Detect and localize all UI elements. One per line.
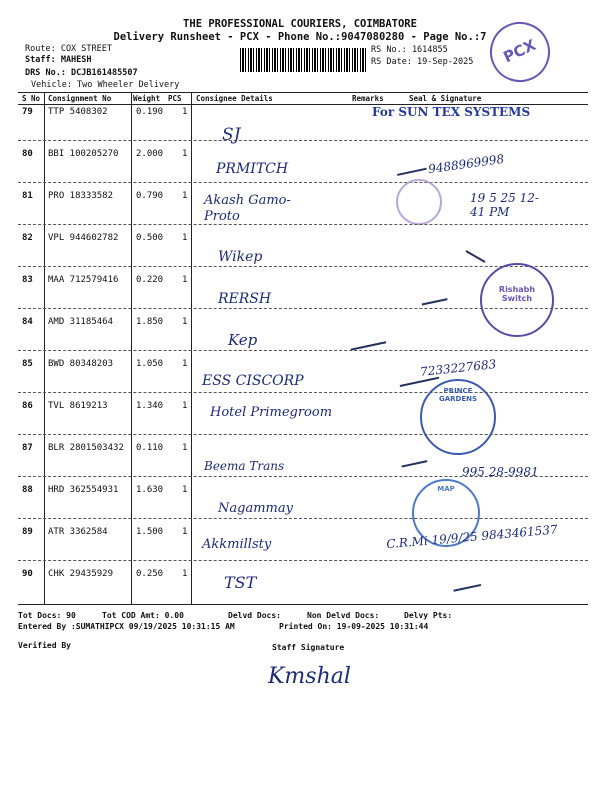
row-weight: 0.190	[136, 107, 164, 117]
table-row	[0, 443, 600, 485]
row-consignment: TTP 5408302	[48, 107, 108, 117]
staff-signature-label: Staff Signature	[272, 643, 345, 652]
row-sno: 81	[22, 191, 33, 201]
row-separator	[18, 308, 588, 309]
remark-handwriting: 19 5 25 12-41 PM	[470, 191, 539, 219]
row-consignment: HRD 362554931	[48, 485, 119, 495]
row-weight: 1.850	[136, 317, 164, 327]
table-row	[0, 107, 600, 149]
row-consignment: VPL 944602782	[48, 233, 119, 243]
row-pcs: 1	[182, 317, 188, 327]
row-sno: 80	[22, 149, 33, 159]
row-pcs: 1	[182, 527, 188, 537]
row-separator	[18, 140, 588, 141]
barcode	[240, 48, 368, 72]
runsheet-title: Delivery Runsheet - PCX - Phone No.:9047080280 - Page No.:7	[113, 31, 487, 43]
route-label: Route: COX STREET	[25, 44, 112, 54]
row-sno: 79	[22, 107, 33, 117]
row-sno: 88	[22, 485, 33, 495]
row-pcs: 1	[182, 359, 188, 369]
consignee-handwriting: PRMITCH	[216, 161, 289, 177]
remark-handwriting: 995 28-9981	[462, 465, 539, 479]
table-row	[0, 317, 600, 359]
col-pcs: PCS	[168, 94, 182, 103]
seal-text: For SUN TEX SYSTEMS	[372, 105, 531, 119]
entered-by: Entered By :SUMATHIPCX 09/19/2025 10:31:15 AM	[18, 622, 235, 631]
consignee-handwriting: Kep	[228, 331, 258, 349]
drs-number: DRS No.: DCJB161485507	[25, 68, 138, 78]
company-title: THE PROFESSIONAL COURIERS, COIMBATORE	[183, 18, 417, 30]
col-remarks: Remarks	[352, 94, 384, 103]
row-pcs: 1	[182, 485, 188, 495]
consignee-handwriting: RERSH	[218, 291, 272, 307]
delvy-pts: Delvy Pts:	[404, 611, 453, 620]
signature-scrawl	[393, 150, 427, 176]
round-stamp	[396, 179, 442, 225]
row-pcs: 1	[182, 149, 188, 159]
remark-handwriting: 9488969998	[427, 151, 505, 177]
tot-cod: Tot COD Amt: 0.00	[102, 611, 184, 620]
remark-handwriting: C.R.Mi 19/9/25 9843461537	[385, 522, 559, 552]
signature-scrawl	[397, 363, 439, 387]
row-pcs: 1	[182, 569, 188, 579]
staff-label: Staff: MAHESH	[25, 55, 92, 65]
row-sno: 82	[22, 233, 33, 243]
rs-date: RS Date: 19-Sep-2025	[371, 57, 474, 67]
table-row	[0, 485, 600, 527]
signature-scrawl	[451, 572, 481, 592]
row-weight: 0.500	[136, 233, 164, 243]
row-pcs: 1	[182, 443, 188, 453]
stamp-text: Rishabh Switch	[498, 285, 536, 303]
non-delvd-docs: Non Delvd Docs:	[307, 611, 380, 620]
footer-rule	[18, 604, 588, 605]
row-sno: 85	[22, 359, 33, 369]
row-sno: 84	[22, 317, 33, 327]
row-weight: 1.630	[136, 485, 164, 495]
row-consignment: BLR 2801503432	[48, 443, 124, 453]
row-consignment: AMD 31185464	[48, 317, 114, 327]
row-consignment: ATR 3362584	[48, 527, 108, 537]
consignee-handwriting: ESS CISCORP	[202, 373, 304, 389]
row-consignment: MAA 712579416	[48, 275, 119, 285]
consignee-handwriting: Akkmillsty	[202, 537, 272, 552]
consignee-handwriting: Akash Gamo-Proto	[204, 193, 291, 224]
consignee-handwriting: SJ	[222, 125, 241, 145]
row-pcs: 1	[182, 275, 188, 285]
printed-on: Printed On: 19-09-2025 10:31:44	[279, 622, 429, 631]
consignee-handwriting: Wikep	[218, 249, 263, 265]
remark-handwriting: 7233227683	[419, 357, 497, 379]
consignee-handwriting: Hotel Primegroom	[210, 405, 333, 420]
row-sno: 83	[22, 275, 33, 285]
row-separator	[18, 476, 588, 477]
row-weight: 0.110	[136, 443, 164, 453]
row-pcs: 1	[182, 107, 188, 117]
row-sno: 89	[22, 527, 33, 537]
row-sno: 90	[22, 569, 33, 579]
row-weight: 0.220	[136, 275, 164, 285]
rs-number: RS No.: 1614855	[371, 45, 448, 55]
row-weight: 0.790	[136, 191, 164, 201]
col-sno: S No	[22, 94, 41, 103]
col-consignee: Consignee Details	[196, 94, 273, 103]
row-sno: 87	[22, 443, 33, 453]
row-separator	[18, 560, 588, 561]
col-consignment: Consignment No	[48, 94, 112, 103]
row-weight: 1.500	[136, 527, 164, 537]
consignee-handwriting: Nagammay	[218, 501, 293, 516]
row-consignment: BWD 80348203	[48, 359, 114, 369]
stamp-text: PRINCE GARDENS	[438, 387, 478, 403]
row-separator	[18, 434, 588, 435]
tot-docs: Tot Docs: 90	[18, 611, 76, 620]
row-separator	[18, 392, 588, 393]
row-weight: 1.340	[136, 401, 164, 411]
row-separator	[18, 224, 588, 225]
row-separator	[18, 518, 588, 519]
row-pcs: 1	[182, 191, 188, 201]
row-sno: 86	[22, 401, 33, 411]
row-separator	[18, 350, 588, 351]
row-pcs: 1	[182, 401, 188, 411]
table-row	[0, 149, 600, 191]
row-separator	[18, 182, 588, 183]
signature-scrawl	[465, 231, 496, 263]
delvd-docs: Delvd Docs:	[228, 611, 281, 620]
table-row	[0, 191, 600, 233]
table-row	[0, 522, 600, 569]
verified-by: Verified By	[18, 641, 71, 650]
col-seal: Seal & Signature	[409, 94, 482, 103]
pcx-stamp-text: PCX	[500, 35, 539, 67]
row-consignment: BBI 100205270	[48, 149, 119, 159]
signature-scrawl	[350, 337, 386, 350]
signature-scrawl	[418, 282, 447, 305]
table-row	[0, 275, 600, 317]
staff-signature-handwriting: Kmshal	[268, 664, 351, 689]
row-weight: 0.250	[136, 569, 164, 579]
consignee-handwriting: TST	[224, 573, 257, 592]
row-consignment: TVL 8619213	[48, 401, 108, 411]
row-weight: 2.000	[136, 149, 164, 159]
consignee-handwriting: Beema Trans	[204, 459, 285, 473]
signature-scrawl	[399, 446, 428, 467]
col-weight: Weight	[133, 94, 161, 103]
row-consignment: PRO 18333582	[48, 191, 114, 201]
row-consignment: CHK 29435929	[48, 569, 114, 579]
table-row	[0, 359, 600, 401]
table-row	[0, 387, 600, 443]
row-weight: 1.050	[136, 359, 164, 369]
row-pcs: 1	[182, 233, 188, 243]
table-top-rule	[18, 92, 588, 93]
stamp-text: MAP	[437, 485, 455, 493]
vehicle-label: Vehicle: Two Wheeler Delivery	[31, 80, 180, 90]
